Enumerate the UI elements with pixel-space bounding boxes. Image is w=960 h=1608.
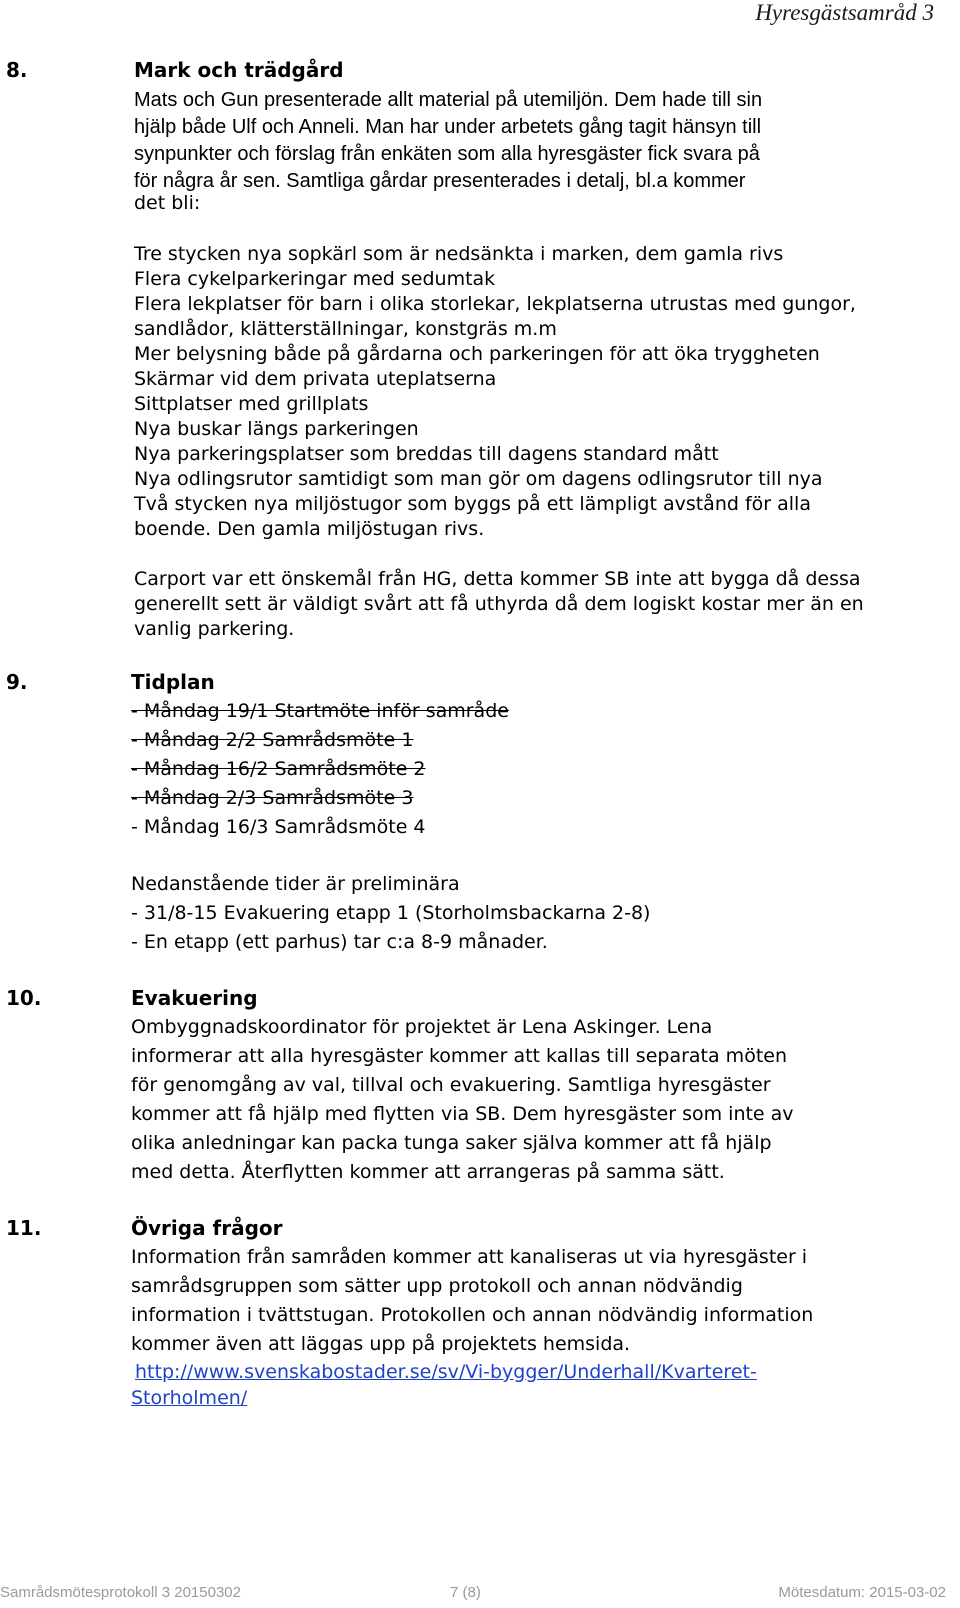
- section-9-number: 9.: [6, 670, 28, 694]
- schedule-item-past: - Måndag 2/2 Samrådsmöte 1: [131, 729, 414, 751]
- preliminary-item: - 31/8-15 Evakuering etapp 1 (Storholmsbackarna 2-8): [131, 902, 651, 924]
- section-8-title: Mark och trädgård: [134, 58, 344, 82]
- section-11-number: 11.: [6, 1216, 42, 1240]
- page-header-title: Hyresgästsamråd 3: [755, 0, 934, 25]
- section-10-title: Evakuering: [131, 986, 258, 1010]
- list-item: Tre stycken nya sopkärl som är nedsänkta i marken, dem gamla rivs: [134, 243, 784, 265]
- intro-line: för några år sen. Samtliga gårdar presenterades i detalj, bl.a kommer: [134, 170, 746, 192]
- schedule-item-past: - Måndag 16/2 Samrådsmöte 2: [131, 758, 426, 780]
- section-8-carport-paragraph: [134, 567, 864, 642]
- section-8-number: 8.: [6, 58, 28, 82]
- list-item: boende. Den gamla miljöstugan rivs.: [134, 518, 485, 540]
- intro-line: det bli:: [134, 192, 201, 214]
- section-10-number: 10.: [6, 986, 42, 1010]
- footer-page-number: 7 (8): [450, 1584, 481, 1601]
- list-item: Flera cykelparkeringar med sedumtak: [134, 268, 496, 290]
- preliminary-heading: Nedanstående tider är preliminära: [131, 873, 460, 895]
- section-8-intro: [134, 87, 762, 195]
- paragraph-line: samrådsgruppen som sätter upp protokoll och annan nödvändig: [131, 1275, 743, 1297]
- section-9-schedule: [131, 697, 509, 842]
- section-11-paragraph: [131, 1243, 813, 1359]
- paragraph-line: kommer att få hjälp med flytten via SB. Dem hyresgäster som inte av: [131, 1103, 794, 1125]
- project-website-link-block: [131, 1359, 757, 1411]
- section-11-title: Övriga frågor: [131, 1216, 283, 1240]
- section-9-title: Tidplan: [131, 670, 215, 694]
- list-item: Nya parkeringsplatser som breddas till dagens standard mått: [134, 443, 719, 465]
- paragraph-line: Ombyggnadskoordinator för projektet är Lena Askinger. Lena: [131, 1016, 713, 1038]
- list-item: Nya odlingsrutor samtidigt som man gör om dagens odlingsrutor till nya: [134, 468, 823, 490]
- paragraph-line: vanlig parkering.: [134, 618, 295, 640]
- project-website-link-continued[interactable]: Storholmen/: [131, 1387, 248, 1409]
- paragraph-line: för genomgång av val, tillval och evakuering. Samtliga hyresgäster: [131, 1074, 771, 1096]
- paragraph-line: med detta. Återflytten kommer att arrangeras på samma sätt.: [131, 1161, 725, 1183]
- list-item: Mer belysning både på gårdarna och parkeringen för att öka tryggheten: [134, 343, 820, 365]
- schedule-item-upcoming: - Måndag 16/3 Samrådsmöte 4: [131, 816, 426, 838]
- footer-document-name: Samrådsmötesprotokoll 3 20150302: [0, 1584, 241, 1601]
- list-item: sandlådor, klätterställningar, konstgräs m.m: [134, 318, 557, 340]
- paragraph-line: olika anledningar kan packa tunga saker själva kommer att få hjälp: [131, 1132, 772, 1154]
- list-item: Flera lekplatser för barn i olika storlekar, lekplatserna utrustas med gungor,: [134, 293, 856, 315]
- project-website-link[interactable]: http://www.svenskabostader.se/sv/Vi-bygger/Underhall/Kvarteret-: [135, 1361, 757, 1383]
- intro-line: synpunkter och förslag från enkäten som alla hyresgäster fick svara på: [134, 143, 760, 165]
- footer-meeting-date: Mötesdatum: 2015-03-02: [778, 1584, 946, 1601]
- intro-line: Mats och Gun presenterade allt material på utemiljön. Dem hade till sin: [134, 89, 763, 111]
- paragraph-line: kommer även att läggas upp på projektets hemsida.: [131, 1333, 631, 1355]
- intro-line: hjälp både Ulf och Anneli. Man har under arbetets gång tagit hänsyn till: [134, 116, 762, 138]
- paragraph-line: information i tvättstugan. Protokollen och annan nödvändig information: [131, 1304, 814, 1326]
- schedule-item-past: - Måndag 19/1 Startmöte inför samråde: [131, 700, 509, 722]
- list-item: Nya buskar längs parkeringen: [134, 418, 419, 440]
- list-item: Två stycken nya miljöstugor som byggs på ett lämpligt avstånd för alla: [134, 493, 811, 515]
- paragraph-line: informerar att alla hyresgäster kommer att kallas till separata möten: [131, 1045, 788, 1067]
- section-8-item-list: [134, 242, 856, 542]
- paragraph-line: generellt sett är väldigt svårt att få uthyrda då dem logiskt kostar mer än en: [134, 593, 864, 615]
- section-9-preliminary: [131, 870, 650, 957]
- paragraph-line: Carport var ett önskemål från HG, detta kommer SB inte att bygga då dessa: [134, 568, 861, 590]
- list-item: Skärmar vid dem privata uteplatserna: [134, 368, 497, 390]
- preliminary-item: - En etapp (ett parhus) tar c:a 8-9 månader.: [131, 931, 548, 953]
- list-item: Sittplatser med grillplats: [134, 393, 369, 415]
- section-10-paragraph: [131, 1013, 794, 1187]
- paragraph-line: Information från samråden kommer att kanaliseras ut via hyresgäster i: [131, 1246, 808, 1268]
- schedule-item-past: - Måndag 2/3 Samrådsmöte 3: [131, 787, 414, 809]
